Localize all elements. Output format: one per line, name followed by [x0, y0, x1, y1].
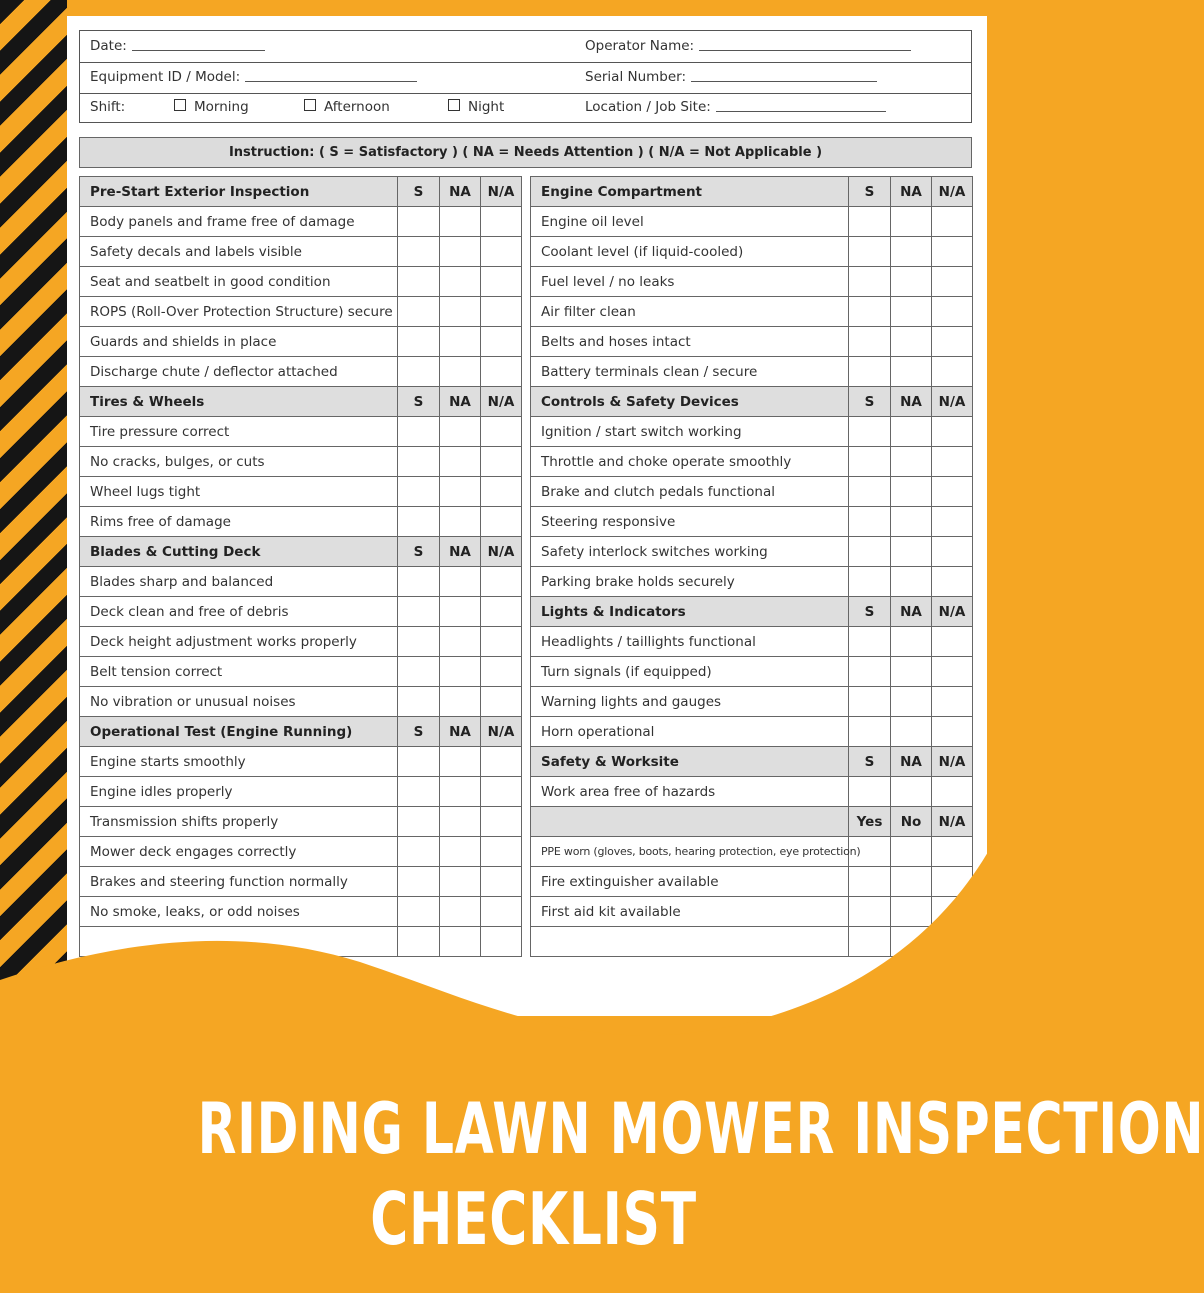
check-cell-n-a[interactable] — [932, 777, 973, 807]
checklist-item: No smoke, leaks, or odd noises — [80, 897, 398, 927]
section-title: Tires & Wheels — [80, 387, 398, 417]
checklist-row — [531, 507, 973, 537]
check-cell-s[interactable] — [849, 687, 891, 717]
checklist-item: Tire pressure correct — [80, 417, 398, 447]
checklist-item: Engine idles properly — [80, 777, 398, 807]
checklist-item: No vibration or unusual noises — [80, 687, 398, 717]
check-cell-n-a[interactable] — [481, 507, 522, 537]
checkbox-icon[interactable] — [174, 99, 186, 111]
check-cell-n-a[interactable] — [481, 597, 522, 627]
column-header: NA — [440, 717, 481, 747]
section-title: Operational Test (Engine Running) — [80, 717, 398, 747]
checklist-row — [531, 537, 973, 567]
checklist-row — [80, 657, 522, 687]
check-cell-na[interactable] — [440, 327, 481, 357]
shift-option-label: Afternoon — [324, 99, 390, 115]
checklist-item: Wheel lugs tight — [80, 477, 398, 507]
section-title: Engine Compartment — [531, 177, 849, 207]
operator-label: Operator Name: — [585, 38, 695, 54]
checklist-row — [80, 417, 522, 447]
operator-field[interactable] — [585, 31, 911, 62]
checklist-item: PPE worn (gloves, boots, hearing protection, eye protection) — [531, 837, 849, 867]
check-cell-s[interactable] — [849, 267, 891, 297]
date-line[interactable] — [132, 50, 265, 51]
check-cell-n-a[interactable] — [481, 627, 522, 657]
check-cell-s[interactable] — [849, 777, 891, 807]
section-header-row — [531, 597, 973, 627]
check-cell-na[interactable] — [891, 717, 932, 747]
check-cell-s[interactable] — [849, 237, 891, 267]
column-header: No — [891, 807, 932, 837]
section-title: Lights & Indicators — [531, 597, 849, 627]
checklist-row — [80, 687, 522, 717]
checklist-item: Engine oil level — [531, 207, 849, 237]
checklist-row — [531, 447, 973, 477]
checklist-row — [80, 597, 522, 627]
checklist-row — [531, 627, 973, 657]
checklist-item: ROPS (Roll-Over Protection Structure) secure — [80, 297, 398, 327]
check-cell-s[interactable] — [849, 507, 891, 537]
checklist-item: Seat and seatbelt in good condition — [80, 267, 398, 297]
check-cell-na[interactable] — [440, 477, 481, 507]
check-cell-n-a[interactable] — [481, 237, 522, 267]
column-header: S — [849, 177, 891, 207]
check-cell-s[interactable] — [398, 357, 440, 387]
serial-field[interactable] — [585, 62, 877, 93]
checklist-row — [80, 267, 522, 297]
check-cell-s[interactable] — [398, 507, 440, 537]
info-row-3 — [80, 93, 971, 122]
section-header-row — [531, 177, 973, 207]
check-cell-na[interactable] — [440, 417, 481, 447]
checklist-item: No cracks, bulges, or cuts — [80, 447, 398, 477]
check-cell-s[interactable] — [398, 267, 440, 297]
check-cell-s[interactable] — [849, 627, 891, 657]
check-cell-na[interactable] — [440, 237, 481, 267]
checklist-row — [80, 237, 522, 267]
check-cell-n-a[interactable] — [932, 537, 973, 567]
check-cell-s[interactable] — [849, 447, 891, 477]
column-header: N/A — [932, 807, 973, 837]
shift-option-label: Morning — [194, 99, 249, 115]
check-cell-na[interactable] — [891, 477, 932, 507]
check-cell-n-a[interactable] — [481, 327, 522, 357]
instruction-text: ( S = Satisfactory ) ( NA = Needs Attention ) ( N/A = Not Applicable ) — [318, 145, 823, 160]
date-field[interactable] — [90, 31, 265, 62]
checklist-item: Safety decals and labels visible — [80, 237, 398, 267]
section-title: Pre-Start Exterior Inspection — [80, 177, 398, 207]
checklist-item: Battery terminals clean / secure — [531, 357, 849, 387]
check-cell-na[interactable] — [891, 207, 932, 237]
title-line-2: CHECKLIST — [370, 1177, 697, 1261]
title-line-1: RIDING LAWN MOWER INSPECTION — [197, 1088, 1204, 1170]
check-cell-n-a[interactable] — [481, 297, 522, 327]
check-cell-na[interactable] — [440, 777, 481, 807]
column-header: N/A — [932, 747, 973, 777]
checklist-row — [531, 297, 973, 327]
check-cell-n-a[interactable] — [932, 267, 973, 297]
checklist-row — [80, 447, 522, 477]
checklist-row — [80, 327, 522, 357]
check-cell-n-a[interactable] — [481, 207, 522, 237]
check-cell-na[interactable] — [891, 447, 932, 477]
checklist-item: Steering responsive — [531, 507, 849, 537]
check-cell-s[interactable] — [849, 357, 891, 387]
check-cell-s[interactable] — [849, 567, 891, 597]
column-header: N/A — [932, 177, 973, 207]
info-block — [79, 30, 972, 123]
check-cell-s[interactable] — [398, 447, 440, 477]
check-cell-na[interactable] — [440, 567, 481, 597]
shift-option-night[interactable] — [448, 93, 504, 122]
check-cell-na[interactable] — [891, 657, 932, 687]
column-header: N/A — [932, 597, 973, 627]
checklist-item: Engine starts smoothly — [80, 747, 398, 777]
checklist-row — [531, 417, 973, 447]
check-cell-na[interactable] — [891, 627, 932, 657]
check-cell-n-a[interactable] — [481, 417, 522, 447]
section-title: Blades & Cutting Deck — [80, 537, 398, 567]
section-header-row — [80, 177, 522, 207]
check-cell-s[interactable] — [398, 777, 440, 807]
check-cell-na[interactable] — [440, 207, 481, 237]
checklist-item: Belt tension correct — [80, 657, 398, 687]
equipment-label: Equipment ID / Model: — [90, 69, 241, 85]
check-cell-n-a[interactable] — [932, 297, 973, 327]
checklist-item: Turn signals (if equipped) — [531, 657, 849, 687]
checklist-row — [80, 747, 522, 777]
check-cell-s[interactable] — [398, 657, 440, 687]
date-label: Date: — [90, 38, 127, 54]
checklist-item: Fuel level / no leaks — [531, 267, 849, 297]
check-cell-s[interactable] — [849, 327, 891, 357]
column-header: N/A — [481, 177, 522, 207]
serial-label: Serial Number: — [585, 69, 687, 85]
check-cell-na[interactable] — [440, 597, 481, 627]
checklist-row — [80, 777, 522, 807]
checklist-item: Fire extinguisher available — [531, 867, 849, 897]
check-cell-s[interactable] — [398, 597, 440, 627]
section-header-row — [531, 747, 973, 777]
check-cell-n-a[interactable] — [481, 567, 522, 597]
check-cell-na[interactable] — [440, 747, 481, 777]
checklist-item: Rims free of damage — [80, 507, 398, 537]
checklist-row — [531, 687, 973, 717]
section-title: Controls & Safety Devices — [531, 387, 849, 417]
check-cell-n-a[interactable] — [481, 357, 522, 387]
checklist-row — [80, 567, 522, 597]
instruction-lead: Instruction: — [228, 145, 315, 160]
check-cell-na[interactable] — [440, 357, 481, 387]
check-cell-n-a[interactable] — [481, 657, 522, 687]
check-cell-n-a[interactable] — [932, 687, 973, 717]
checklist-item: Throttle and choke operate smoothly — [531, 447, 849, 477]
check-cell-na[interactable] — [891, 267, 932, 297]
checklist-row — [531, 267, 973, 297]
checklist-item: Mower deck engages correctly — [80, 837, 398, 867]
check-cell-s[interactable] — [398, 567, 440, 597]
shift-option-label: Night — [468, 99, 505, 115]
checklist-item: Work area free of hazards — [531, 777, 849, 807]
section-header-row — [80, 387, 522, 417]
check-cell-na[interactable] — [891, 417, 932, 447]
equipment-field[interactable] — [90, 62, 417, 93]
column-header: NA — [440, 537, 481, 567]
checklist-row — [531, 567, 973, 597]
column-header: NA — [891, 387, 932, 417]
check-cell-na[interactable] — [440, 297, 481, 327]
check-cell-s[interactable] — [849, 207, 891, 237]
checklist-row — [531, 657, 973, 687]
section-header-row — [531, 387, 973, 417]
checklist-item: Air filter clean — [531, 297, 849, 327]
section-title: Safety & Worksite — [531, 747, 849, 777]
checklist-item: Discharge chute / deflector attached — [80, 357, 398, 387]
check-cell-n-a[interactable] — [932, 417, 973, 447]
column-header: S — [849, 747, 891, 777]
checklist-item: Deck clean and free of debris — [80, 597, 398, 627]
checklist-row — [80, 477, 522, 507]
check-cell-n-a[interactable] — [932, 327, 973, 357]
column-header: N/A — [481, 717, 522, 747]
check-cell-na[interactable] — [891, 507, 932, 537]
column-header: S — [849, 597, 891, 627]
check-cell-na[interactable] — [891, 537, 932, 567]
checkbox-icon[interactable] — [448, 99, 460, 111]
check-cell-s[interactable] — [849, 717, 891, 747]
checklist-item: Blades sharp and balanced — [80, 567, 398, 597]
operator-line[interactable] — [699, 50, 911, 51]
serial-line[interactable] — [691, 81, 877, 82]
column-header: Yes — [849, 807, 891, 837]
shift-option-afternoon[interactable] — [304, 93, 390, 122]
checklist-row — [80, 297, 522, 327]
check-cell-s[interactable] — [398, 477, 440, 507]
checklist-item: Deck height adjustment works properly — [80, 627, 398, 657]
checklist-row — [531, 327, 973, 357]
check-cell-n-a[interactable] — [932, 207, 973, 237]
check-cell-na[interactable] — [440, 507, 481, 537]
checklist-row — [531, 237, 973, 267]
location-field[interactable] — [585, 93, 886, 122]
check-cell-na[interactable] — [891, 327, 932, 357]
check-cell-na[interactable] — [891, 687, 932, 717]
info-row-1 — [80, 31, 971, 63]
check-cell-s[interactable] — [849, 297, 891, 327]
check-cell-na[interactable] — [891, 567, 932, 597]
check-cell-na[interactable] — [440, 627, 481, 657]
column-header: N/A — [932, 387, 973, 417]
checklist-item: Warning lights and gauges — [531, 687, 849, 717]
checklist-row — [531, 477, 973, 507]
checklist-item: Brake and clutch pedals functional — [531, 477, 849, 507]
check-cell-s[interactable] — [398, 237, 440, 267]
location-label: Location / Job Site: — [585, 99, 711, 115]
checklist-item: Horn operational — [531, 717, 849, 747]
check-cell-n-a[interactable] — [481, 747, 522, 777]
column-header: NA — [891, 747, 932, 777]
checklist-row — [80, 357, 522, 387]
section-header-row — [80, 717, 522, 747]
checklist-row — [80, 507, 522, 537]
column-header: N/A — [481, 387, 522, 417]
check-cell-n-a[interactable] — [932, 507, 973, 537]
check-cell-na[interactable] — [891, 297, 932, 327]
info-row-2 — [80, 62, 971, 94]
checklist-item: Safety interlock switches working — [531, 537, 849, 567]
check-cell-s[interactable] — [398, 207, 440, 237]
check-cell-na[interactable] — [891, 777, 932, 807]
checklist-item: Transmission shifts properly — [80, 807, 398, 837]
shift-option-morning[interactable] — [174, 93, 249, 122]
checklist-row — [80, 627, 522, 657]
check-cell-na[interactable] — [440, 657, 481, 687]
column-header: S — [398, 717, 440, 747]
check-cell-n-a[interactable] — [481, 447, 522, 477]
check-cell-n-a[interactable] — [932, 717, 973, 747]
checklist-row — [80, 207, 522, 237]
equipment-line[interactable] — [245, 81, 417, 82]
checkbox-icon[interactable] — [304, 99, 316, 111]
column-header: S — [398, 177, 440, 207]
column-header: NA — [440, 177, 481, 207]
checklist-item: Belts and hoses intact — [531, 327, 849, 357]
check-cell-na[interactable] — [891, 237, 932, 267]
column-header: N/A — [481, 537, 522, 567]
checklist-item: Guards and shields in place — [80, 327, 398, 357]
checklist-item: First aid kit available — [531, 897, 849, 927]
check-cell-na[interactable] — [440, 447, 481, 477]
location-line[interactable] — [716, 111, 886, 112]
check-cell-n-a[interactable] — [932, 357, 973, 387]
page-title — [67, 1085, 1204, 1265]
check-cell-s[interactable] — [849, 657, 891, 687]
checklist-row — [531, 207, 973, 237]
check-cell-n-a[interactable] — [481, 777, 522, 807]
check-cell-s[interactable] — [398, 297, 440, 327]
column-header: NA — [891, 177, 932, 207]
checklist-row — [531, 717, 973, 747]
checklist-item: Parking brake holds securely — [531, 567, 849, 597]
checklist-item: Headlights / taillights functional — [531, 627, 849, 657]
check-cell-s[interactable] — [398, 417, 440, 447]
checklist-row — [531, 357, 973, 387]
check-cell-na[interactable] — [440, 267, 481, 297]
check-cell-n-a[interactable] — [481, 267, 522, 297]
check-cell-n-a[interactable] — [932, 657, 973, 687]
check-cell-s[interactable] — [849, 417, 891, 447]
column-header: NA — [891, 597, 932, 627]
check-cell-n-a[interactable] — [932, 627, 973, 657]
column-header: S — [398, 387, 440, 417]
column-header: S — [398, 537, 440, 567]
instruction-bar — [79, 137, 972, 168]
column-header: NA — [440, 387, 481, 417]
check-cell-na[interactable] — [891, 357, 932, 387]
check-cell-s[interactable] — [398, 747, 440, 777]
column-header: S — [849, 387, 891, 417]
checklist-item: Brakes and steering function normally — [80, 867, 398, 897]
checklist-item: Body panels and frame free of damage — [80, 207, 398, 237]
check-cell-n-a[interactable] — [932, 237, 973, 267]
check-cell-s[interactable] — [849, 477, 891, 507]
checklist-item: Coolant level (if liquid-cooled) — [531, 237, 849, 267]
check-cell-n-a[interactable] — [481, 477, 522, 507]
checklist-row — [531, 777, 973, 807]
check-cell-s[interactable] — [849, 537, 891, 567]
check-cell-s[interactable] — [398, 627, 440, 657]
section-header-row — [80, 537, 522, 567]
check-cell-n-a[interactable] — [932, 567, 973, 597]
check-cell-s[interactable] — [398, 327, 440, 357]
check-cell-n-a[interactable] — [932, 447, 973, 477]
check-cell-na[interactable] — [440, 687, 481, 717]
check-cell-n-a[interactable] — [932, 477, 973, 507]
shift-label: Shift: — [90, 99, 126, 115]
checklist-item: Ignition / start switch working — [531, 417, 849, 447]
check-cell-n-a[interactable] — [481, 687, 522, 717]
check-cell-s[interactable] — [398, 687, 440, 717]
